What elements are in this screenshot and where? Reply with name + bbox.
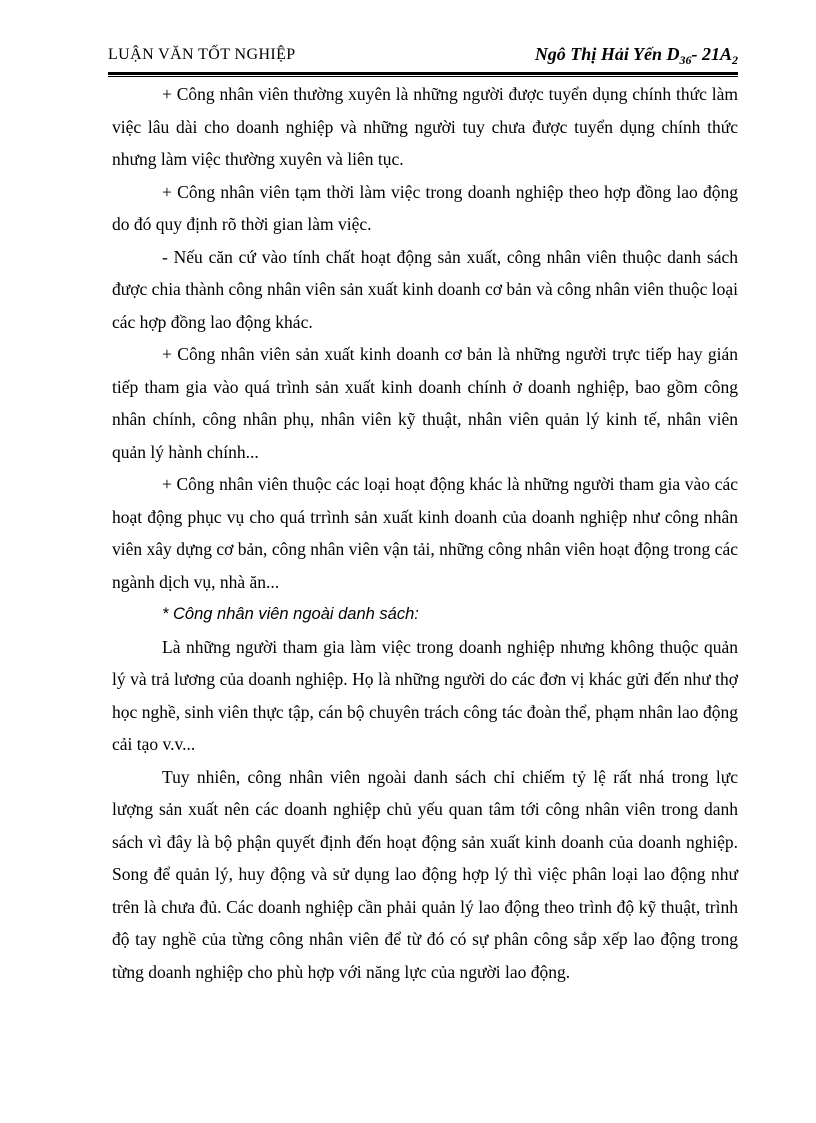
paragraph: + Công nhân viên tạm thời làm việc trong doanh nghiệp theo hợp đồng lao động do đó quy định rõ thời gian làm việc. (112, 181, 738, 234)
paragraph: + Công nhân viên sản xuất kinh doanh cơ bản là những người trực tiếp hay gián tiếp tham gia vào quá trình sản xuất kinh doanh chính ở doanh nghiệp, bao gồm công nhân chính, công nhân phụ, nhân viên kỹ thuật, nhân viên quản lý kinh tế, nhân viên quản lý hành chính... (112, 344, 738, 462)
author-name: Ngô Thị Hải Yến D (534, 44, 680, 64)
header-rule (108, 72, 738, 75)
section-heading: * Công nhân viên ngoài danh sách: (162, 605, 419, 623)
author-class: - 21A (691, 44, 732, 64)
author-subscript-2: 2 (732, 53, 738, 67)
header-rule-thin (108, 76, 738, 77)
author-label (535, 44, 738, 68)
paragraph: + Công nhân viên thường xuyên là những người được tuyển dụng chính thức làm việc lâu dài cho doanh nghiệp và những người tuy chưa được tuyển dụng chính thức nhưng làm việc thường xuyên và liên tục. (112, 84, 738, 169)
paragraph: Là những người tham gia làm việc trong doanh nghiệp nhưng không thuộc quản lý và trả lương của doanh nghiệp. Họ là những người do các đơn vị khác gửi đến như thợ học nghề, sinh viên thực tập, cán bộ chuyên trách công tác đoàn thể, phạm nhân lao động cải tạo v.v... (112, 636, 738, 754)
author-subscript-1: 36 (679, 53, 692, 67)
page-header (108, 44, 738, 74)
paragraph: - Nếu căn cứ vào tính chất hoạt động sản xuất, công nhân viên thuộc danh sách được chia thành công nhân viên sản xuất kinh doanh cơ bản và công nhân viên thuộc loại các hợp đồng lao động khác. (112, 246, 738, 332)
paragraph: + Công nhân viên thuộc các loại hoạt động khác là những người tham gia vào các hoạt động phục vụ cho quá trrình sản xuất kinh doanh của doanh nghiệp như công nhân viên xây dựng cơ bản, công nhân viên vận tải, những công nhân viên hoạt động trong các ngành dịch vụ, nhà ăn... (112, 474, 738, 592)
document-body (112, 78, 738, 988)
thesis-title: LUẬN VĂN TỐT NGHIỆP (108, 46, 296, 63)
paragraph: Tuy nhiên, công nhân viên ngoài danh sách chỉ chiếm tỷ lệ rất nhá trong lực lượng sản xuất nên các doanh nghiệp chủ yếu quan tâm tới công nhân viên trong danh sách vì đây là bộ phận quyết định đến hoạt động sản xuất kinh doanh của doanh nghiệp. Song để quản lý, huy động và sử dụng lao động hợp lý thì việc phân loại lao động như trên là chưa đủ. Các doanh nghiệp cần phải quản lý lao động theo trình độ kỹ thuật, trình độ tay nghề của từng công nhân viên để từ đó có sự phân công sắp xếp lao động trong từng doanh nghiệp cho phù hợp với năng lực của người lao động. (112, 766, 738, 982)
